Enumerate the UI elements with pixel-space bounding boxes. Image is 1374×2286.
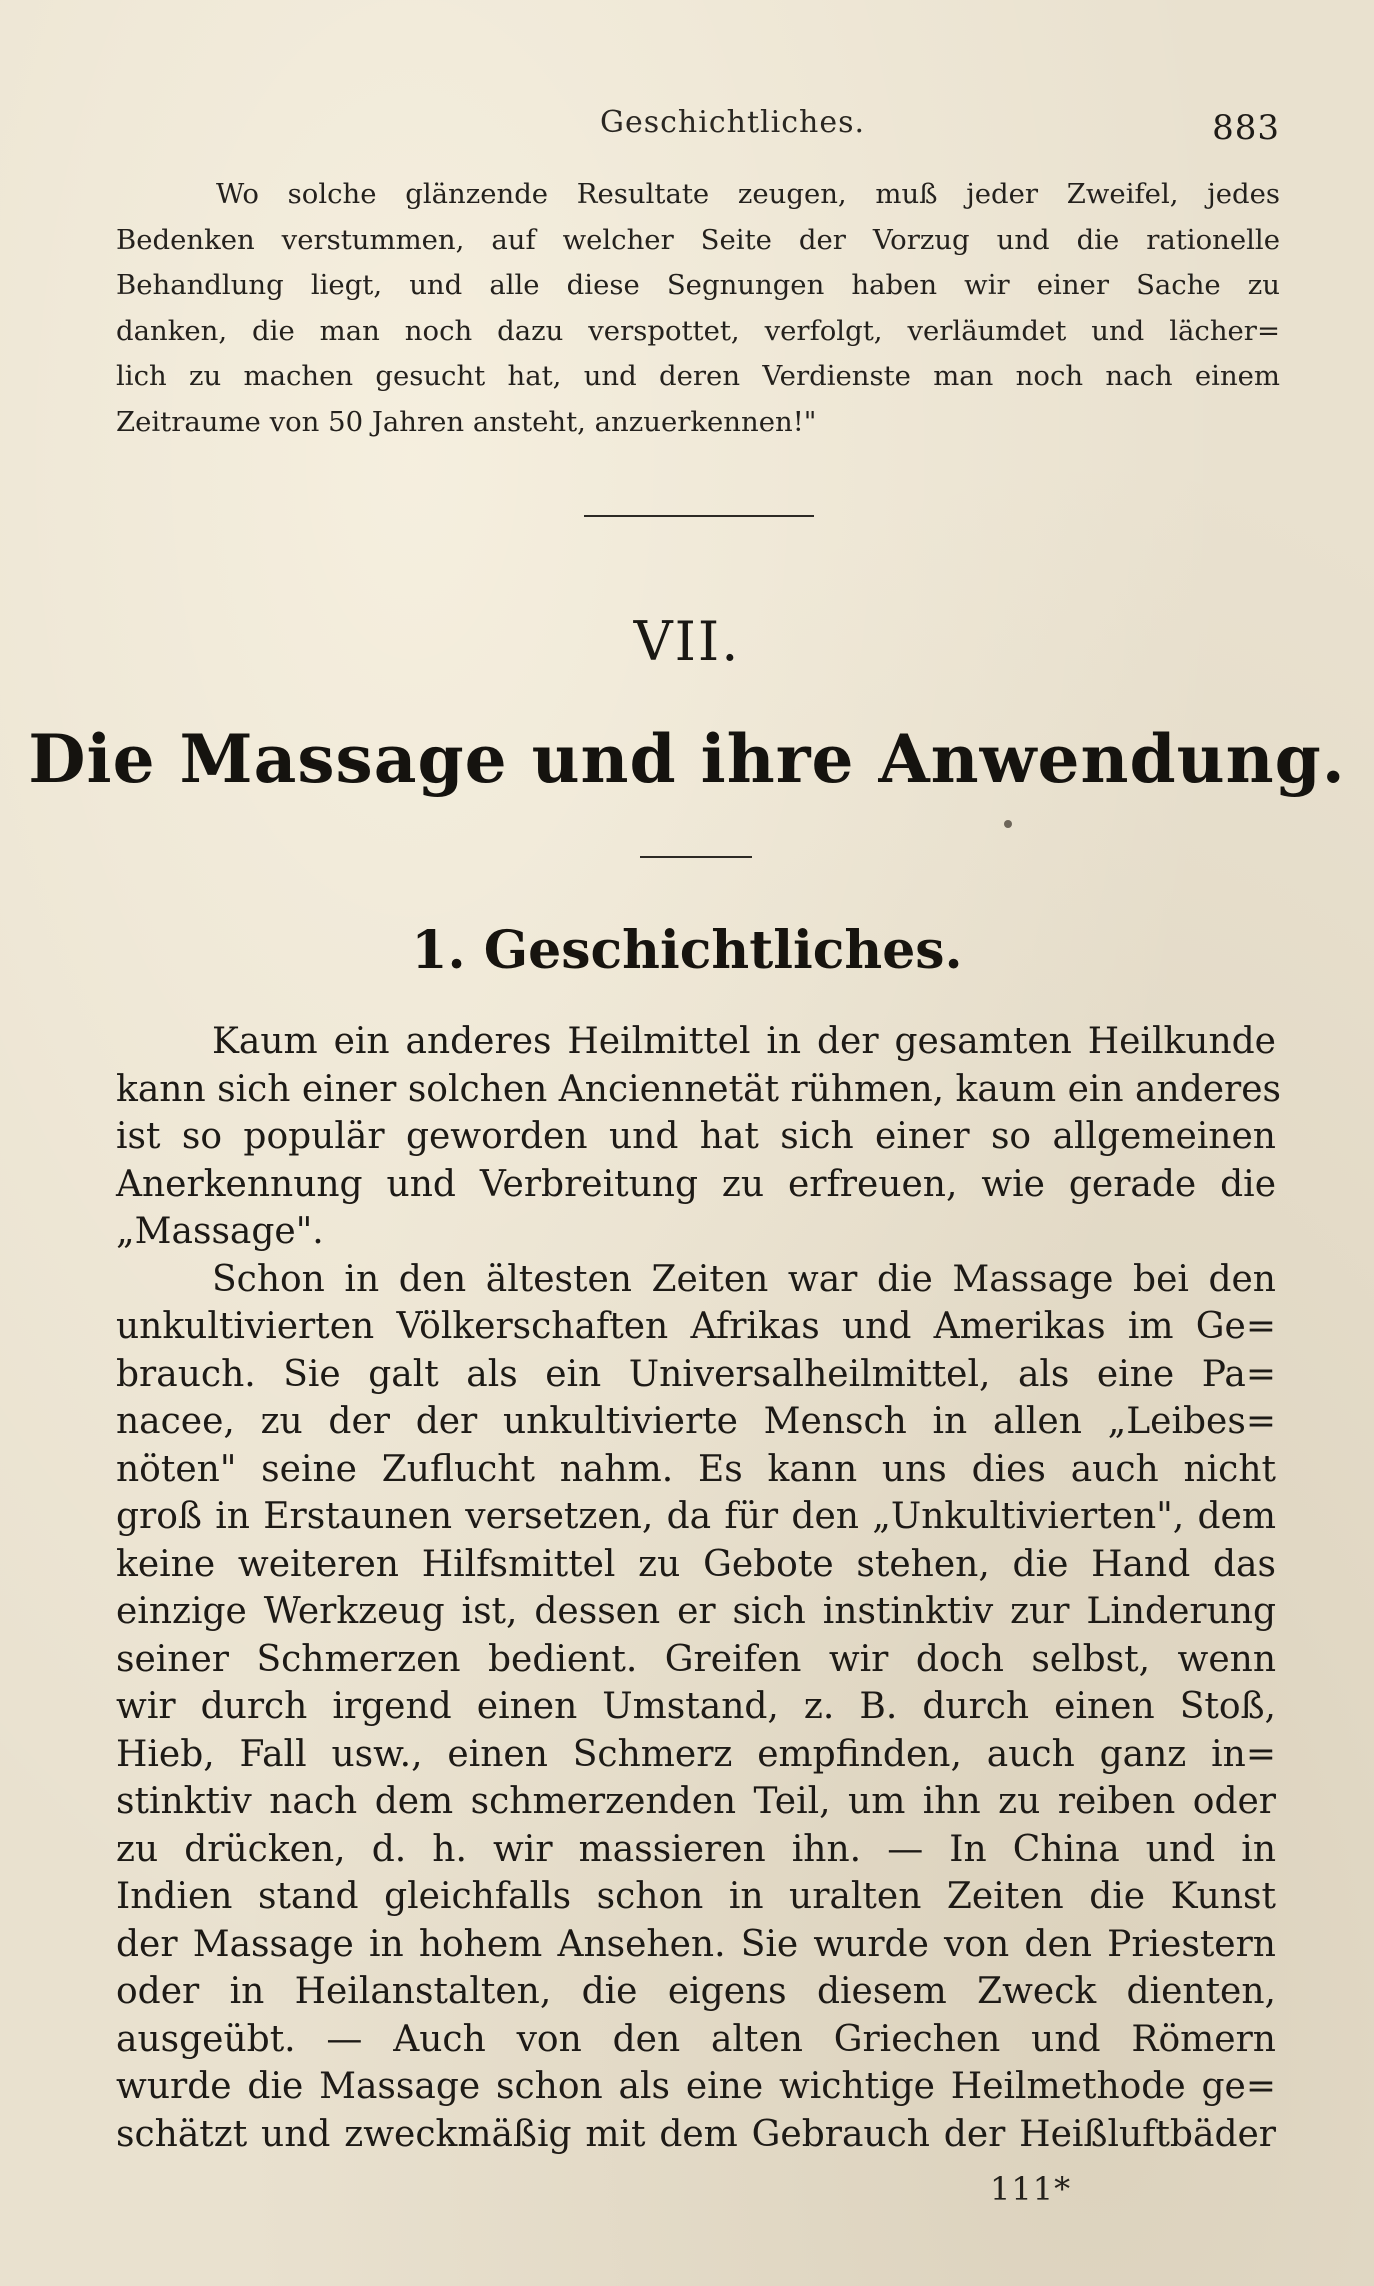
printer-signature-mark: 111* — [990, 2170, 1072, 2208]
ink-speck — [1004, 820, 1012, 828]
section-title: 1. Geschichtliches. — [411, 920, 963, 981]
body-line: ausgeübt. — Auch von den alten Griechen und Römern — [116, 2018, 1276, 2060]
body-line: nöten" seine Zuflucht nahm. Es kann uns dies auch nicht — [116, 1448, 1276, 1490]
body-line: wir durch irgend einen Umstand, z. B. durch einen Stoß, — [116, 1686, 1276, 1727]
quote-line: Zeitraume von 50 Jahren ansteht, anzuerkennen!" — [116, 405, 817, 438]
body-line: Indien stand gleichfalls schon in uralten Zeiten die Kunst — [116, 1876, 1276, 1917]
body-line: „Massage". — [116, 1211, 324, 1252]
body-line: Schon in den ältesten Zeiten war die Massage bei den — [212, 1258, 1276, 1300]
quote-line: lich zu machen gesucht hat, und deren Verdienste man noch nach einem — [116, 360, 1280, 392]
body-line: kann sich einer solchen Anciennetät rühmen, kaum ein anderes — [116, 1068, 1282, 1110]
body-line: wurde die Massage schon als eine wichtige Heilmethode ge= — [116, 2066, 1276, 2107]
page-number: 883 — [1212, 108, 1280, 148]
quote-line: Wo solche glänzende Resultate zeugen, muß jeder Zweifel, jedes — [216, 178, 1280, 210]
quote-line: Behandlung liegt, und alle diese Segnungen haben wir einer Sache zu — [116, 269, 1280, 301]
body-line: groß in Erstaunen versetzen, da für den „Unkultivierten", dem — [116, 1496, 1276, 1537]
quote-line: danken, die man noch dazu verspottet, verfolgt, verläumdet und lächer= — [116, 314, 1280, 347]
body-line: schätzt und zweckmäßig mit dem Gebrauch der Heißluftbäder — [116, 2113, 1276, 2155]
body-line: keine weiteren Hilfsmittel zu Gebote stehen, die Hand das — [116, 1543, 1276, 1585]
quote-line: Bedenken verstummen, auf welcher Seite der Vorzug und die rationelle — [116, 223, 1280, 256]
running-head: Geschichtliches. — [600, 105, 866, 140]
chapter-number: VII. — [633, 610, 741, 673]
body-line: Anerkennung und Verbreitung zu erfreuen, wie gerade die — [116, 1163, 1276, 1205]
body-paragraphs — [116, 1018, 1282, 2158]
quote-paragraph — [116, 172, 1280, 445]
title-divider — [640, 856, 752, 858]
body-line: ist so populär geworden und hat sich einer so allgemeinen — [116, 1116, 1276, 1157]
body-line: einzige Werkzeug ist, dessen er sich instinktiv zur Linderung — [116, 1591, 1276, 1632]
chapter-title: Die Massage und ihre Anwendung. — [28, 720, 1346, 798]
body-line: unkultivierten Völkerschaften Afrikas und Amerikas im Ge= — [116, 1306, 1276, 1347]
body-line: nacee, zu der der unkultivierte Mensch in allen „Leibes= — [116, 1401, 1276, 1442]
body-line: brauch. Sie galt als ein Universalheilmittel, als eine Pa= — [116, 1353, 1276, 1395]
section-divider — [584, 515, 814, 517]
body-line: der Massage in hohem Ansehen. Sie wurde von den Priestern — [116, 1923, 1276, 1965]
body-line: seiner Schmerzen bedient. Greifen wir doch selbst, wenn — [116, 1638, 1276, 1680]
body-line: Hieb, Fall usw., einen Schmerz empfinden, auch ganz in= — [116, 1733, 1276, 1775]
body-line: Kaum ein anderes Heilmittel in der gesamten Heilkunde — [212, 1021, 1276, 1062]
body-line: zu drücken, d. h. wir massieren ihn. — In China und in — [116, 1828, 1276, 1870]
body-line: oder in Heilanstalten, die eigens diesem Zweck dienten, — [116, 1971, 1276, 2012]
body-line: stinktiv nach dem schmerzenden Teil, um ihn zu reiben oder — [116, 1781, 1276, 1822]
